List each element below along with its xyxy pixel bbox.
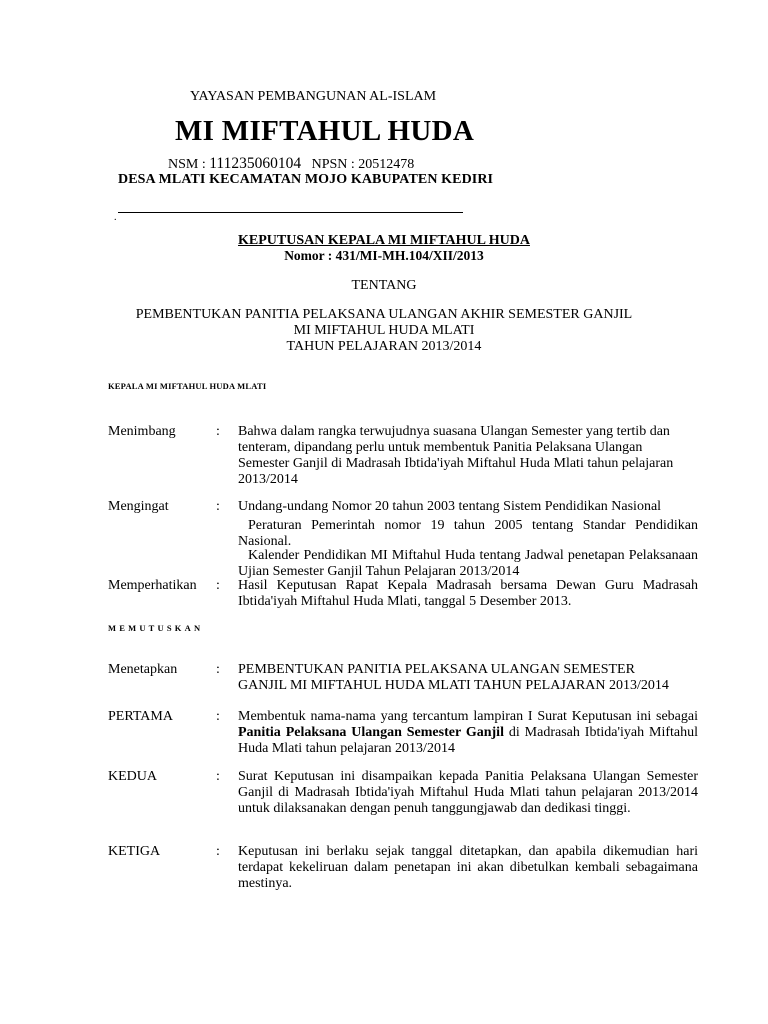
decree-title-text: KEPUTUSAN KEPALA MI MIFTAHUL HUDA <box>238 233 530 248</box>
menimbang-label: Menimbang <box>108 424 176 439</box>
decision-heading: MEMUTUSKAN <box>108 623 204 633</box>
pertama-colon: : <box>216 709 220 724</box>
pertama-text-bold: Panitia Pelaksana Ulangan Semester Ganjil <box>238 725 504 740</box>
mengingat-item-2: Peraturan Pemerintah nomor 19 tahun 2005 tentang Standar Pendidikan Nasional. <box>238 518 698 549</box>
issuer-line: KEPALA MI MIFTAHUL HUDA MLATI <box>108 381 267 391</box>
menimbang-colon: : <box>216 424 220 439</box>
subject-line-3: TAHUN PELAJARAN 2013/2014 <box>286 339 482 354</box>
letterhead-divider <box>118 212 463 213</box>
nsm-label: NSM : <box>168 157 210 172</box>
subject-line-1: PEMBENTUKAN PANITIA PELAKSANA ULANGAN AKHIR SEMESTER GANJIL <box>135 307 633 322</box>
mengingat-item-1: Undang-undang Nomor 20 tahun 2003 tentang Sistem Pendidikan Nasional <box>238 499 662 514</box>
registration-numbers <box>168 155 414 173</box>
memperhatikan-text: Hasil Keputusan Rapat Kepala Madrasah bersama Dewan Guru Madrasah Ibtida'iyah Miftahul Huda Mlati, tanggal 5 Desember 2013. <box>238 578 698 609</box>
pertama-text <box>238 709 698 757</box>
kedua-colon: : <box>216 769 220 784</box>
decree-number: Nomor : 431/MI-MH.104/XII/2013 <box>284 248 484 263</box>
npsn: NPSN : 20512478 <box>311 157 415 172</box>
memperhatikan-colon: : <box>216 578 220 593</box>
school-address: DESA MLATI KECAMATAN MOJO KABUPATEN KEDIRI <box>118 172 494 187</box>
pertama-text-post: di Madrasah Ibtida'iyah Miftahul Huda Mlati tahun pelajaran 2013/2014 <box>238 725 698 756</box>
nsm-value: 111235060104 <box>209 155 302 172</box>
ketiga-text: Keputusan ini berlaku sejak tanggal ditetapkan, dan apabila dikemudian hari terdapat kekeliruan dalam penetapan ini akan dibetulkan kembali sebagaimana mestinya. <box>238 844 698 891</box>
school-name: MI MIFTAHUL HUDA <box>175 115 475 147</box>
menetapkan-colon: : <box>216 662 220 677</box>
pertama-text-pre: Membentuk nama-nama yang tercantum lampiran I Surat Keputusan ini sebagai <box>238 709 698 724</box>
memperhatikan-label: Memperhatikan <box>108 578 197 593</box>
ketiga-label: KETIGA <box>108 844 161 859</box>
foundation-name: YAYASAN PEMBANGUNAN AL-ISLAM <box>190 89 437 104</box>
divider-mark: . <box>114 212 117 223</box>
menetapkan-label: Menetapkan <box>108 662 178 677</box>
menetapkan-text: PEMBENTUKAN PANITIA PELAKSANA ULANGAN SEMESTER GANJIL MI MIFTAHUL HUDA MLATI TAHUN PELAJARAN 2013/2014 <box>238 662 669 693</box>
decree-title <box>0 233 768 249</box>
mengingat-label: Mengingat <box>108 499 169 514</box>
about-label: TENTANG <box>351 278 417 293</box>
pertama-label: PERTAMA <box>108 709 173 724</box>
ketiga-colon: : <box>216 844 220 859</box>
mengingat-colon: : <box>216 499 220 514</box>
subject-line-2: MI MIFTAHUL HUDA MLATI <box>293 323 475 338</box>
mengingat-item-3: Kalender Pendidikan MI Miftahul Huda tentang Jadwal penetapan Pelaksanaan Ujian Semester Ganjil Tahun Pelajaran 2013/2014 <box>238 548 698 579</box>
menimbang-text: Bahwa dalam rangka terwujudnya suasana Ulangan Semester yang tertib dan tenteram, dipandang perlu untuk membentuk Panitia Pelaksana Ulangan Semester Ganjil di Madrasah Ibtida'iyah Miftahul Huda Mlati tahun pelajaran 2013/2014 <box>238 424 674 487</box>
decree-subject <box>0 307 768 355</box>
kedua-label: KEDUA <box>108 769 157 784</box>
kedua-text: Surat Keputusan ini disampaikan kepada Panitia Pelaksana Ulangan Semester Ganjil di Madrasah Ibtida'iyah Miftahul Huda Mlati tahun pelajaran 2013/2014 untuk dilaksanakan dengan penuh tanggungjawab dan dedikasi tinggi. <box>238 769 698 816</box>
